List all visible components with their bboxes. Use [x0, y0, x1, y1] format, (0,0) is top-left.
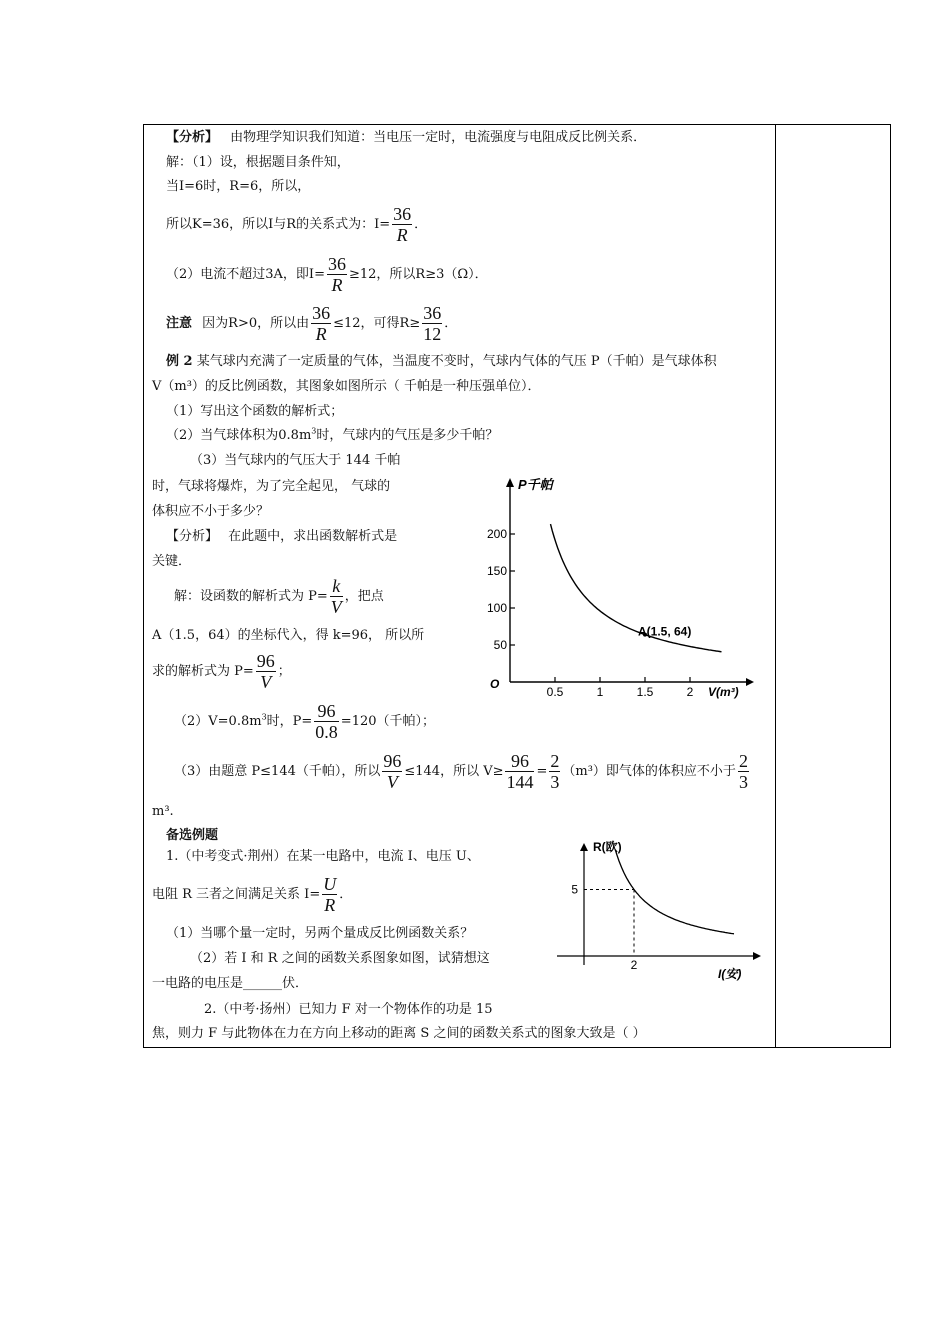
- x-axis-label: V(m³): [708, 685, 739, 699]
- y-axis-arrow: [506, 478, 514, 487]
- backup-q1-line-2: [152, 873, 352, 917]
- y-axis-label: P千帕: [518, 477, 553, 492]
- backup-q2-line-1: 2.（中考·扬州）已知力 F 对一个物体作的功是 15: [204, 1002, 493, 1017]
- text-span: ≤12，可得R≥: [333, 316, 421, 331]
- example2-line-2: V（m³）的反比例函数，其图象如图所示（ 千帕是一种压强单位）．: [152, 379, 541, 394]
- denominator: V: [330, 597, 342, 617]
- numerator: 2: [550, 751, 560, 771]
- x-axis-label: I(安): [718, 967, 742, 981]
- y-tick-label: 200: [486, 527, 507, 541]
- ex2-solution-5: [174, 750, 751, 794]
- backup-q1-line-5: 一电路的电压是______伏．: [152, 976, 309, 991]
- text-span: 电阻 R 三者之间满足关系 I=: [152, 887, 321, 902]
- pressure-volume-graph: [478, 470, 770, 702]
- fraction: [256, 651, 276, 692]
- denominator: R: [315, 324, 327, 344]
- question-2: [166, 427, 498, 445]
- analysis-label: 【分析】: [166, 529, 219, 544]
- text-span: 所以K=36，所以I与R的关系式为：I=: [166, 217, 391, 232]
- fraction: [322, 874, 337, 915]
- point-a-label: A(1.5, 64): [638, 624, 692, 639]
- superscript: 3: [311, 426, 317, 436]
- analysis-line: [166, 129, 646, 147]
- analysis2-line-2: 关键．: [152, 554, 192, 569]
- backup-q1-line-3: （1）当哪个量一定时，另两个量成反比例函数关系？: [166, 926, 474, 941]
- ex2-solution-6: m³.: [152, 804, 174, 819]
- y-axis-arrow: [580, 843, 588, 851]
- example-label: 例 2: [166, 354, 193, 369]
- text-span: 在此题中，求出函数解析式是: [228, 529, 398, 544]
- denominator: R: [324, 895, 336, 915]
- numerator: 96: [314, 701, 339, 722]
- analysis-text: 由物理学知识我们知道：当电压一定时，电流强度与电阻成反比例关系．: [230, 130, 647, 145]
- fraction: [505, 751, 534, 792]
- fraction: [549, 751, 560, 792]
- x-tick-label: 0.5: [546, 685, 564, 699]
- denominator: 3: [738, 772, 748, 792]
- text-span: 因为R>0，所以由: [202, 316, 310, 331]
- solution-line-2: 当I=6时，R=6，所以，: [166, 179, 311, 194]
- denominator: R: [331, 275, 343, 295]
- numerator: U: [323, 874, 337, 894]
- y-tick-5: 5: [571, 882, 578, 897]
- solution-line-4: [166, 253, 488, 297]
- backup-q2-line-2: 焦，则力 F 与此物体在力在方向上移动的距离 S 之间的函数关系式的图象大致是（ ）: [152, 1026, 646, 1041]
- ex2-solution-2: A（1.5，64）的坐标代入，得 k=96， 所以所: [152, 628, 425, 643]
- text-span: ；: [277, 664, 291, 679]
- analysis-label: 【分析】: [166, 130, 219, 145]
- fraction: [422, 303, 442, 344]
- denominator: V: [386, 772, 398, 792]
- analysis2-line-1: [166, 528, 397, 546]
- curve-series: [615, 850, 734, 934]
- x-tick-label: 1: [596, 685, 604, 699]
- text-span: （3）由题意 P≤144（千帕），所以: [174, 764, 381, 779]
- curve-series: [551, 524, 722, 652]
- text-span: （m³）即气体的体积应不小于: [562, 764, 736, 779]
- text-span: =: [536, 764, 548, 779]
- fraction: [327, 254, 347, 295]
- text-span: （2）V=0.8m: [174, 714, 262, 729]
- example2-line-1: [166, 353, 717, 371]
- text-span: 时，P=: [266, 714, 313, 729]
- note-label: 注意: [166, 316, 193, 331]
- y-tick-label: 50: [493, 638, 507, 652]
- fraction: [311, 303, 331, 344]
- numerator: k: [330, 576, 343, 597]
- backup-q1-line-1: 1.（中考变式·荆州）在某一电路中，电流 I、电压 U、: [166, 849, 480, 864]
- table-column-divider: [775, 124, 776, 1047]
- denominator: V: [260, 672, 272, 692]
- text-span: ．: [414, 217, 428, 232]
- numerator: 36: [327, 254, 346, 274]
- text-span: 备选例题: [166, 828, 219, 843]
- backup-q1-line-4: （2）若 I 和 R 之间的函数关系图象如图，试猜想这: [190, 951, 490, 966]
- ex2-solution-3: [152, 650, 291, 694]
- denominator: 144: [506, 772, 534, 792]
- text-span: 解：设函数的解析式为 P=: [174, 589, 328, 604]
- numerator: 2: [738, 751, 748, 771]
- y-tick-label: 100: [486, 601, 507, 615]
- x-axis-arrow: [753, 952, 761, 960]
- fraction: [392, 204, 412, 245]
- question-3-line-3: 体积应不小于多少？: [152, 504, 270, 519]
- numerator: 36: [312, 303, 331, 323]
- ex2-solution-1: [174, 575, 384, 619]
- text-span: 时，气球内的气压是多少千帕？: [316, 428, 499, 443]
- numerator: 96: [256, 651, 275, 671]
- text-span: ．: [444, 316, 458, 331]
- resistance-current-graph: [555, 835, 770, 985]
- fraction: [738, 751, 749, 792]
- numerator: 36: [393, 204, 412, 224]
- text-span: ≥12，所以R≥3（Ω）．: [348, 267, 488, 282]
- fraction: [382, 751, 402, 792]
- numerator: 36: [423, 303, 442, 323]
- backup-title: [166, 827, 218, 845]
- question-1: （1）写出这个函数的解析式；: [166, 404, 344, 419]
- numerator: 96: [383, 751, 402, 771]
- question-3-line-2: 时，气球将爆炸，为了完全起见， 气球的: [152, 479, 391, 494]
- text-span: （2）当气球体积为0.8m: [166, 428, 312, 443]
- origin-label: O: [490, 677, 500, 691]
- denominator: 12: [423, 324, 442, 344]
- x-axis-arrow: [746, 678, 754, 686]
- text-span: 求的解析式为 P=: [152, 664, 254, 679]
- text-span: ，把点: [344, 589, 384, 604]
- solution-line-1: 解：（1）设，根据题目条件知，: [166, 155, 350, 170]
- text-span: （2）电流不超过3A，即I=: [166, 267, 325, 282]
- denominator: R: [396, 225, 408, 245]
- numerator: 96: [505, 751, 534, 772]
- denominator: 0.8: [315, 722, 338, 742]
- x-tick-label: 2: [686, 685, 694, 699]
- question-3-line-1: （3）当气球内的气压大于 144 千帕: [190, 453, 401, 468]
- y-tick-label: 150: [486, 564, 507, 578]
- text-span: ≤144，所以 V≥: [404, 764, 504, 779]
- fraction: [330, 576, 343, 617]
- denominator: 3: [550, 772, 560, 792]
- fraction: [314, 701, 339, 742]
- x-tick-2: 2: [630, 958, 638, 972]
- solution-line-3: [166, 203, 427, 247]
- x-tick-label: 1.5: [636, 685, 654, 699]
- text-span: ．: [339, 887, 353, 902]
- text-span: =120（千帕）；: [340, 714, 436, 729]
- note-line: [166, 302, 457, 346]
- superscript: 3: [261, 712, 267, 722]
- y-axis-label: R(欧): [593, 840, 622, 854]
- ex2-solution-4: [174, 700, 435, 744]
- text-span: 某气球内充满了一定质量的气体，当温度不变时，气球内气体的气压 P（千帕）是气球体积: [196, 354, 717, 369]
